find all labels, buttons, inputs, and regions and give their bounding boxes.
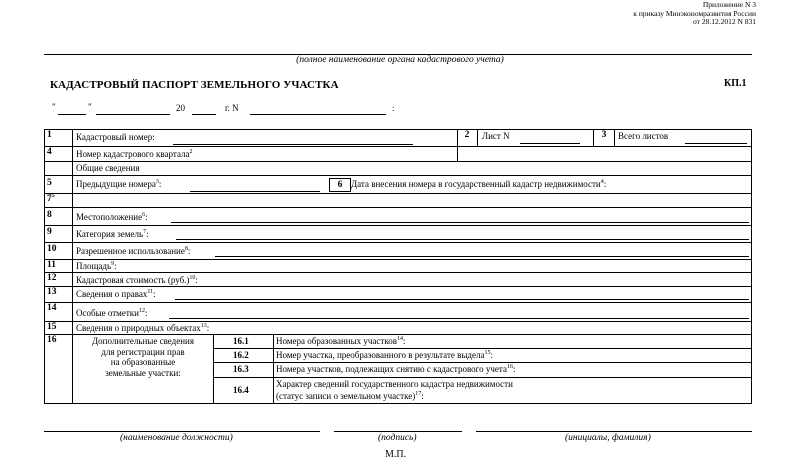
sheet-label: Лист N <box>482 131 510 141</box>
quarter-number-label: Номер кадастрового квартала$^2$ <box>76 149 193 159</box>
row-number: 12 <box>45 273 73 286</box>
signature-caption: (подпись) <box>378 433 417 443</box>
subrow-number: 16.4 <box>233 385 249 395</box>
previous-numbers-label: Предыдущие номера$^3$: <box>76 179 162 189</box>
rights-label: Сведения о правах$^{11}$: <box>76 289 156 299</box>
total-sheets-label: Всего листов <box>618 131 669 141</box>
general-info-label: Общие сведения <box>76 163 140 173</box>
row-number: 14 <box>45 303 73 321</box>
appendix-number: Приложение N 3 <box>702 0 756 9</box>
form-code: КП.1 <box>724 78 747 89</box>
appendix-note <box>633 1 756 27</box>
row-number: 5 <box>45 176 73 193</box>
natural-objects-label: Сведения о природных объектах$^{13}$: <box>76 323 210 333</box>
passport-table <box>44 129 752 404</box>
year-field[interactable] <box>192 114 216 115</box>
sheet-number-cell: 2 <box>457 130 478 146</box>
initials-caption: (инициалы, фамилия) <box>565 433 651 443</box>
subrow-number: 16.3 <box>233 364 249 374</box>
cadastral-number-label: Кадастровый номер: <box>76 132 155 142</box>
row-number: 16 <box>45 335 73 404</box>
row-9 <box>45 226 751 243</box>
special-notes-field[interactable] <box>169 318 749 319</box>
row-16-2 <box>213 348 751 363</box>
row-4 <box>45 147 751 162</box>
location-field[interactable] <box>171 222 749 223</box>
quote-open: " <box>52 102 56 112</box>
row-16-1 <box>213 335 751 349</box>
previous-numbers-field[interactable] <box>190 191 320 192</box>
signature-line[interactable] <box>334 431 462 432</box>
cadastral-value-label: Кадастровая стоимость $(руб.)^{10}$: <box>76 275 198 285</box>
special-notes-label: Особые отметки$^{12}$: <box>76 308 148 318</box>
year-prefix: 20 <box>176 103 185 113</box>
formed-parcels-label: Номера образованных участков$^{14}$: <box>276 336 406 346</box>
authority-caption: (полное наименование органа кадастрового учета) <box>296 55 504 65</box>
row-16 <box>45 335 751 404</box>
row-13 <box>45 287 751 303</box>
day-field[interactable] <box>58 114 86 115</box>
row-15 <box>45 322 751 335</box>
row-16-4 <box>213 377 751 403</box>
row-6-number: 6 <box>329 178 351 192</box>
row-number-empty <box>45 162 73 175</box>
document-title: КАДАСТРОВЫЙ ПАСПОРТ ЗЕМЕЛЬНОГО УЧАСТКА <box>50 79 339 91</box>
permitted-use-label: Разрешенное использование$^8$: <box>76 246 191 256</box>
permitted-use-field[interactable] <box>215 256 749 257</box>
row-number: 1 <box>45 130 73 146</box>
cadastral-number-field[interactable] <box>173 144 413 145</box>
transformed-parcel-label: Номер участка, преобразованного в результате выдела$^{15}$: <box>276 350 493 360</box>
record-status-label-line1: Характер сведений государственного кадастра недвижимости <box>276 379 513 389</box>
number-field[interactable] <box>250 114 386 115</box>
number-label: г. N <box>225 103 239 113</box>
row-12 <box>45 273 751 287</box>
subrow-number: 16.1 <box>233 336 249 346</box>
date-line-colon: : <box>392 103 395 113</box>
row-number: 4 <box>45 147 73 161</box>
row-1 <box>45 130 751 147</box>
initials-line[interactable] <box>476 431 752 432</box>
row-11 <box>45 260 751 273</box>
appendix-order: к приказу Минэкономразвития России <box>633 8 756 18</box>
general-info-row <box>45 162 751 176</box>
total-sheets-field[interactable] <box>685 143 747 144</box>
row-number: 10 <box>45 243 73 259</box>
stamp-place: М.П. <box>385 449 407 460</box>
row-number: 11 <box>45 260 73 272</box>
row-10 <box>45 243 751 260</box>
location-label: Местоположение$^6$: <box>76 212 148 222</box>
deregistered-parcels-label: Номера участков, подлежащих снятию с кадастрового учета$^{16}$: <box>276 364 516 374</box>
row-number: 15 <box>45 322 73 334</box>
row-number: $7^5$ <box>45 194 73 207</box>
row-7 <box>45 194 751 208</box>
month-field[interactable] <box>96 114 170 115</box>
row-number: 8 <box>45 208 73 225</box>
entry-date-label: Дата внесения номера в государственный кадастр недвижимости$^4$: <box>351 179 607 189</box>
appendix-date: от 28.12.2012 N 831 <box>693 17 756 26</box>
quote-close: " <box>88 102 92 112</box>
row-5 <box>45 176 751 194</box>
position-caption: (наименование должности) <box>120 433 233 443</box>
area-label: Площадь$^9$: <box>76 261 117 271</box>
sheet-field[interactable] <box>520 143 580 144</box>
record-status-label-line2: (статус записи о земельном участке)$^{17}$: <box>276 391 424 401</box>
row-16-3 <box>213 362 751 378</box>
divider <box>457 147 458 161</box>
additional-info-label: Дополнительные сведения для регистрации прав на образованные земельные участки: <box>73 335 214 404</box>
row-number: 9 <box>45 226 73 242</box>
row-14 <box>45 303 751 322</box>
subrow-number: 16.2 <box>233 350 249 360</box>
position-line[interactable] <box>44 431 320 432</box>
land-category-field[interactable] <box>176 239 749 240</box>
total-sheets-number-cell: 3 <box>593 130 615 146</box>
row-8 <box>45 208 751 226</box>
rights-field[interactable] <box>175 299 749 300</box>
row-number: 13 <box>45 287 73 302</box>
land-category-label: Категория земель$^7$: <box>76 229 149 239</box>
